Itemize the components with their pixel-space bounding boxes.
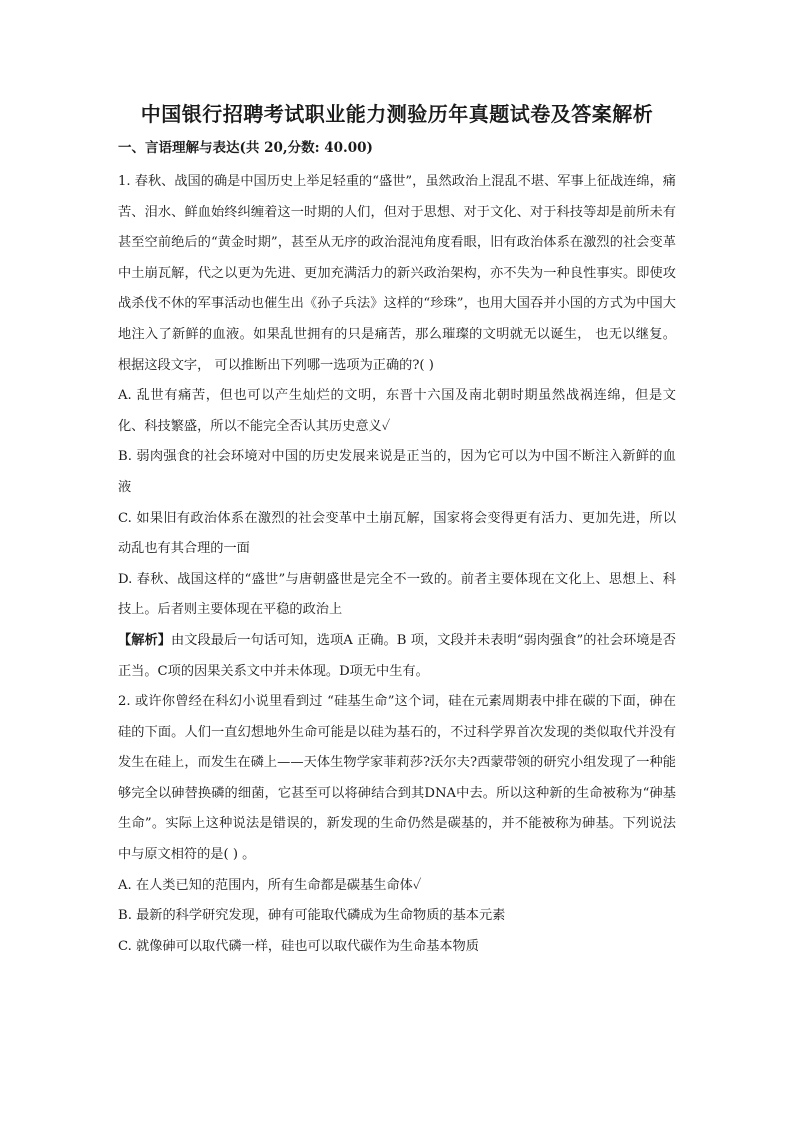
question-2-option-b: B. 最新的科学研究发现，砷有可能取代磷成为生命物质的基本元素 bbox=[118, 908, 506, 924]
analysis-label: 【解析】 bbox=[118, 632, 171, 648]
question-2-option-c: C. 就像砷可以取代磷一样，硅也可以取代碳作为生命基本物质 bbox=[118, 938, 479, 954]
question-1-option-d: D. 春秋、战国这样的“盛世”与唐朝盛世是完全不一致的。前者主要体现在文化上、思想上、科技上。后者则主要体现在平稳的政治上 bbox=[118, 571, 676, 618]
section-heading: 一、言语理解与表达(共 20,分数: 40.00) bbox=[118, 140, 373, 156]
question-2-option-a: A. 在人类已知的范围内，所有生命都是碳基生命体✓ bbox=[118, 877, 422, 893]
question-2-stem: 2. 或许你曾经在科幻小说里看到过 “硅基生命”这个词，硅在元素周期表中排在碳的下面，砷在硅的下面。人们一直幻想地外生命可能是以硅为基石的，不过科学界首次发现的类似取代并没有发生在硅上，而发生在磷上——天体生物学家菲莉莎?沃尔夫?西蒙带领的研究小组发现了一种能够完全以砷替换磷的细菌，它甚至可以将砷结合到其DNA中去。所以这种新的生命被称为“砷基生命”。实际上这种说法是错误的，新发现的生命仍然是碳基的，并不能被称为砷基。下列说法中与原文相符的是( ) 。 bbox=[118, 694, 676, 863]
question-1-analysis bbox=[118, 626, 676, 687]
question-1-stem: 1. 春秋、战国的确是中国历史上举足轻重的“盛世”，虽然政治上混乱不堪、军事上征战连绵，痛苦、泪水、鲜血始终纠缠着这一时期的人们，但对于思想、对于文化、对于科技等却是前所未有甚至空前绝后的“黄金时期”，甚至从无序的政治混沌角度看眼，旧有政治体系在激烈的社会变革中土崩瓦解，代之以更为先进、更加充满活力的新兴政治架构，亦不失为一种良性事实。即使攻战杀伐不休的军事活动也催生出《孙子兵法》这样的“珍珠”，也用大国吞并小国的方式为中国大地注入了新鲜的血液。如果乱世拥有的只是痛苦，那么璀璨的文明就无以诞生， 也无以继复。根据这段文字， 可以推断出下列哪一选项为正确的?( ) bbox=[118, 174, 676, 373]
analysis-text: 由文段最后一句话可知，选项A 正确。B 项，文段并未表明“弱肉强食”的社会环境是否正当。C项的因果关系文中并未体现。D项无中生有。 bbox=[118, 632, 676, 679]
document-title: 中国银行招聘考试职业能力测验历年真题试卷及答案解析 bbox=[140, 102, 654, 126]
question-1-option-b: B. 弱肉强食的社会环境对中国的历史发展来说是正当的，因为它可以为中国不断注入新鲜的血液 bbox=[118, 449, 676, 495]
question-1-option-a: A. 乱世有痛苦，但也可以产生灿烂的文明，东晋十六国及南北朝时期虽然战祸连绵，但是文化、科技繁盛，所以不能完全否认其历史意义✓ bbox=[118, 388, 676, 434]
question-1-option-c: C. 如果旧有政治体系在激烈的社会变革中土崩瓦解，国家将会变得更有活力、更加先进，所以动乱也有其合理的一面 bbox=[118, 510, 676, 557]
